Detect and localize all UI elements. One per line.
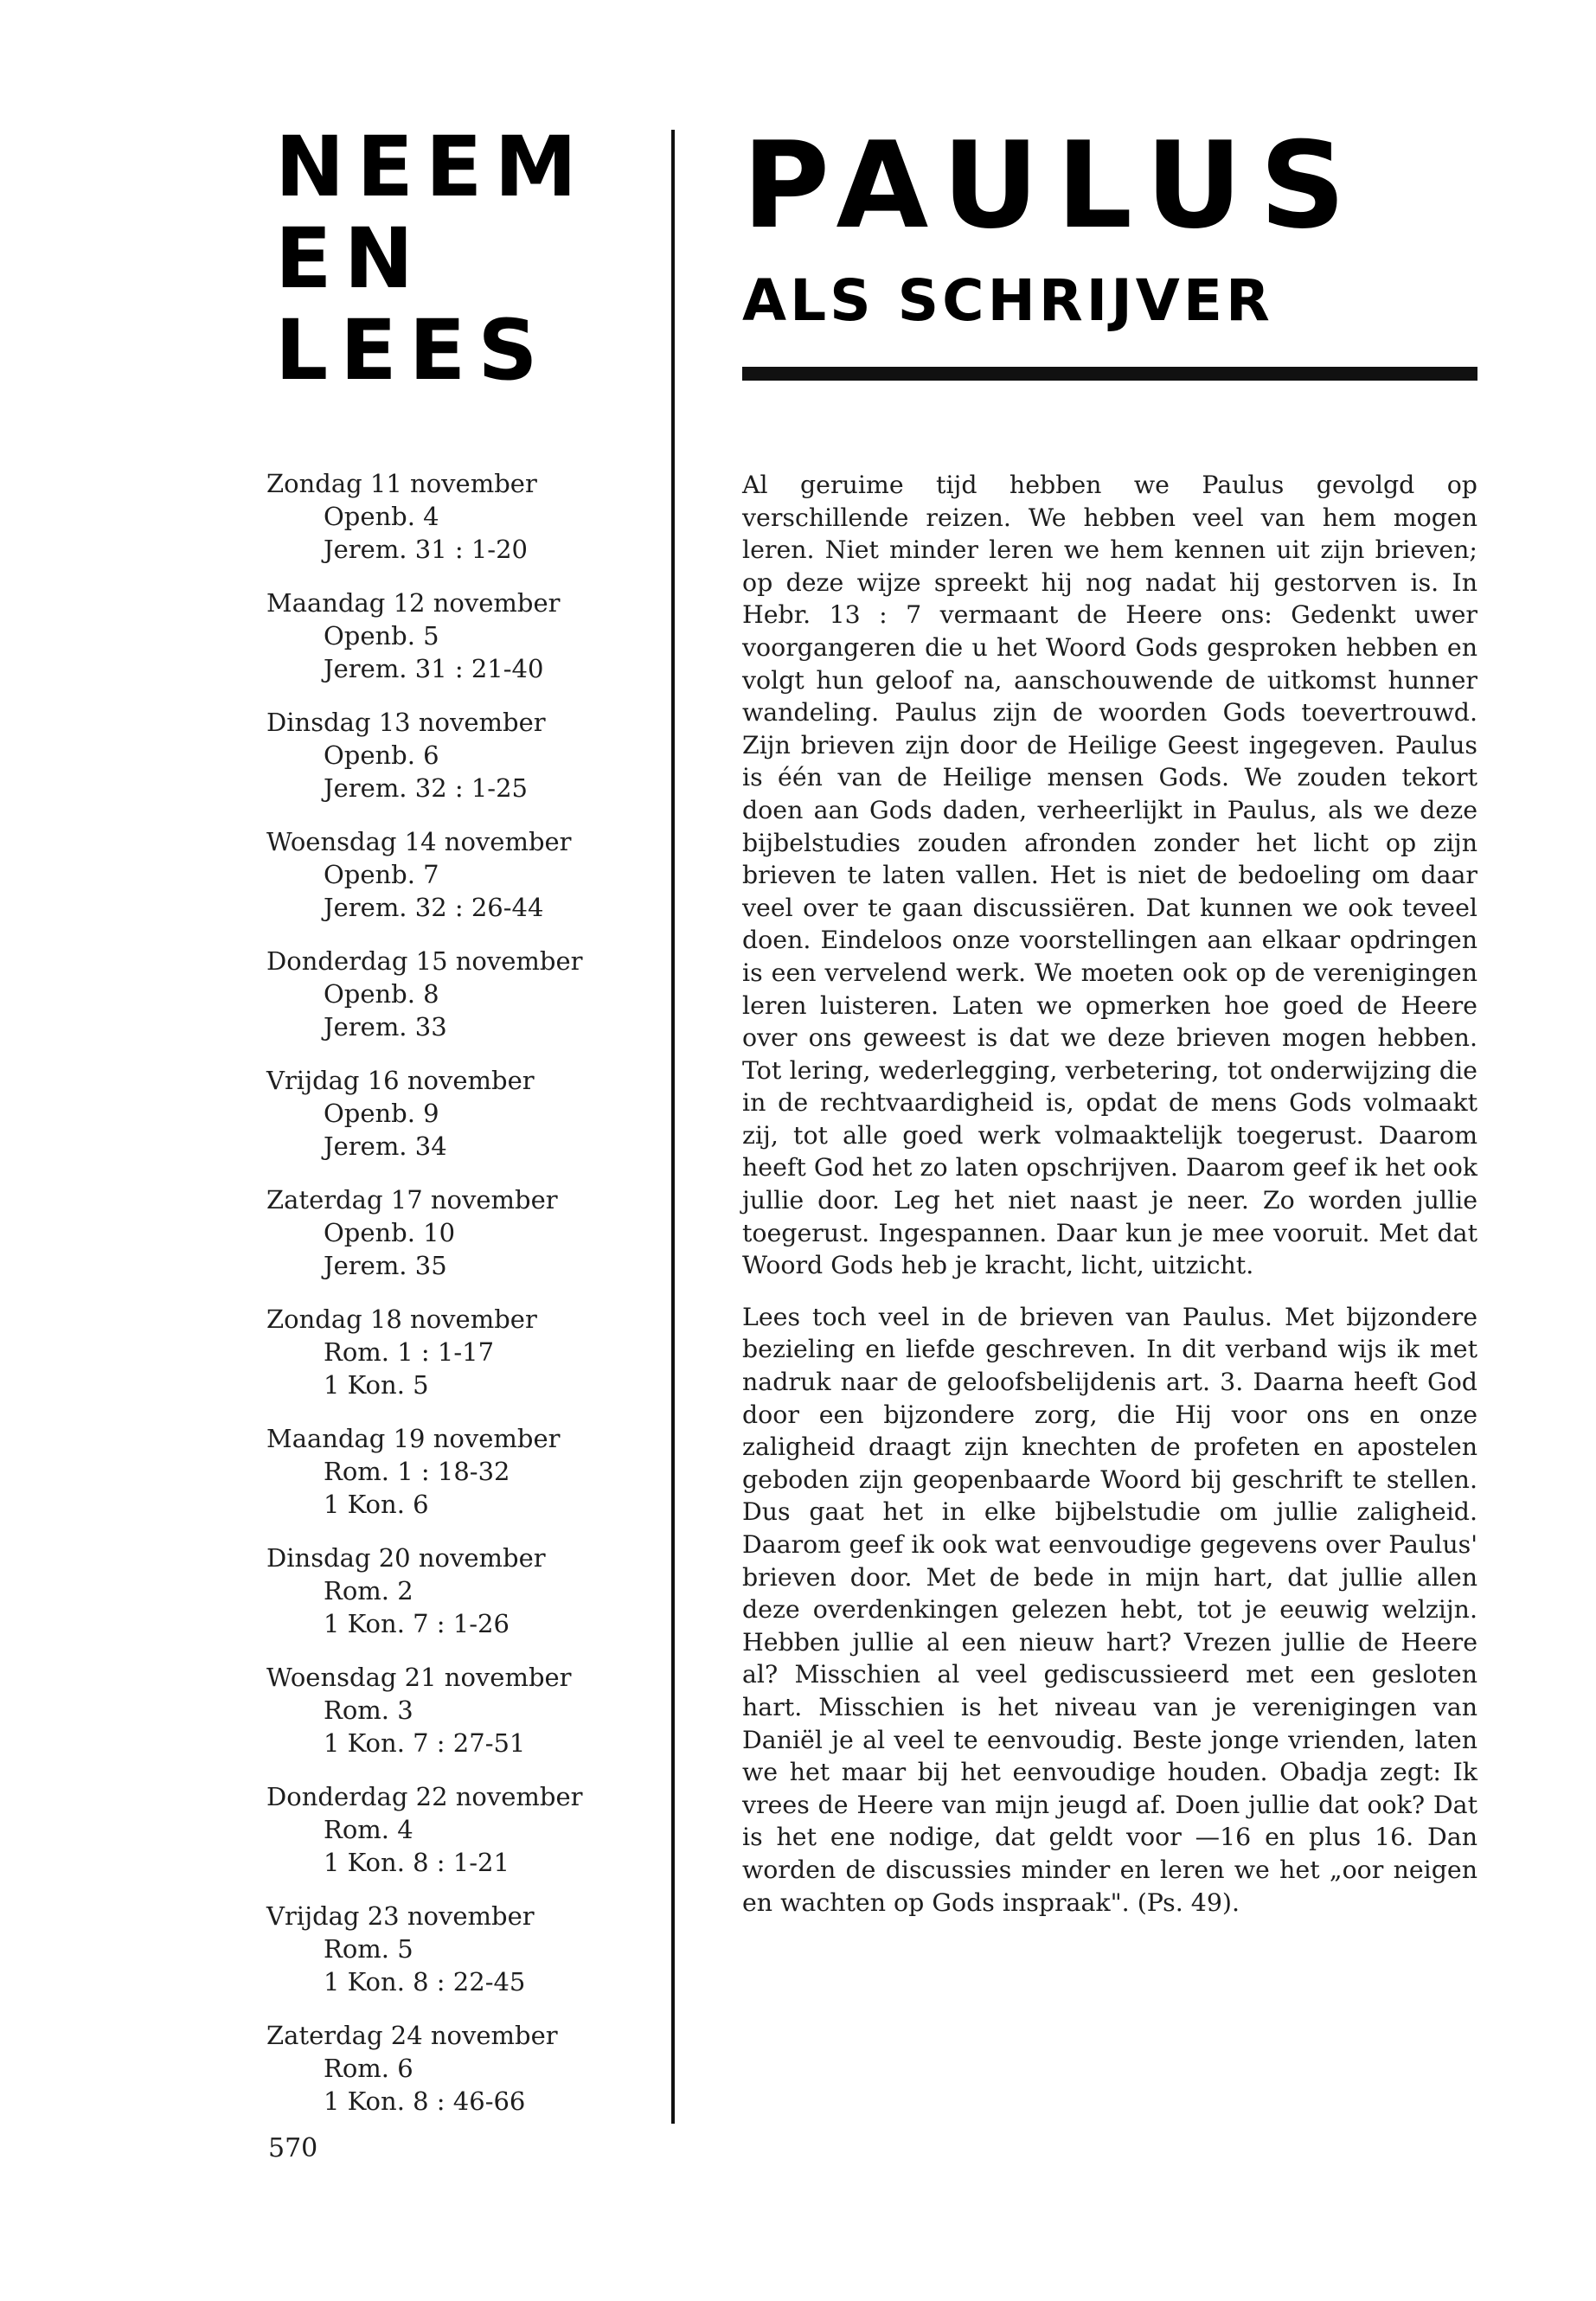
schedule-reading: 1 Kon. 8 : 1-21 — [324, 1848, 510, 1877]
schedule-date: Zaterdag 17 november — [266, 1185, 558, 1215]
heading-word-neem: NEEM — [275, 119, 590, 215]
schedule-reading: Openb. 7 — [324, 860, 439, 889]
schedule-date: Woensdag 14 november — [266, 827, 572, 856]
schedule-reading: Openb. 8 — [324, 979, 439, 1009]
schedule-reading: Rom. 3 — [324, 1695, 413, 1725]
schedule-date: Donderdag 15 november — [266, 946, 583, 976]
schedule-reading: Rom. 2 — [324, 1576, 413, 1606]
schedule-reading: 1 Kon. 7 : 27-51 — [324, 1728, 526, 1758]
schedule-day — [266, 706, 647, 804]
schedule-day — [266, 1661, 647, 1759]
schedule-day — [266, 1900, 647, 1998]
article-body — [742, 469, 1477, 1938]
schedule-reading: Openb. 5 — [324, 621, 439, 651]
reading-schedule — [266, 467, 647, 2138]
schedule-day — [266, 1303, 647, 1401]
schedule-date: Vrijdag 16 november — [266, 1066, 535, 1095]
schedule-day — [266, 1064, 647, 1163]
schedule-reading: Openb. 9 — [324, 1099, 439, 1128]
article-paragraph: Al geruime tijd hebben we Paulus gevolgd op verschillende reizen. We hebben veel van hem mogen leren. Niet minder leren we hem kennen uit zijn brieven; op deze wijze spreekt hij nog nadat hij gestorven is. In Hebr. 13 : 7 vermaant de Heere ons: Gedenkt uwer voorgangeren die u het Woord Gods gesproken hebben en volgt hun geloof na, aanschouwende de uitkomst hunner wandeling. Paulus zijn de woorden Gods toevertrouwd. Zijn brieven zijn door de Heilige Geest ingegeven. Paulus is één van de Heilige mensen Gods. We zouden tekort doen aan Gods daden, verheerlijkt in Paulus, als we deze bijbelstudies zouden afronden zonder het licht op zijn brieven te laten vallen. Het is niet de bedoeling om daar veel over te gaan discussiëren. Dat kunnen we ook teveel doen. Eindeloos onze voorstellingen aan elkaar opdringen is een vervelend werk. We moeten ook op de verenigingen leren luisteren. Laten we opmerken hoe goed de Heere over ons geweest is dat we deze brieven mogen hebben. Tot lering, wederlegging, verbetering, tot onderwijzing die in de rechtvaardigheid is, opdat de mens Gods volmaakt zij, tot alle goed werk volmaaktelijk toegerust. Daarom heeft God het zo laten opschrijven. Daarom geef ik het ook jullie door. Leg het niet naast je neer. Zo worden jullie toegerust. Ingespannen. Daar kun je mee vooruit. Met dat Woord Gods heb je kracht, licht, uitzicht. — [742, 471, 1477, 1280]
schedule-reading: Jerem. 33 — [324, 1012, 447, 1042]
neem-en-lees-heading — [275, 119, 638, 399]
schedule-date: Dinsdag 20 november — [266, 1543, 546, 1573]
schedule-reading: Openb. 10 — [324, 1218, 456, 1247]
heading-word-en: EN — [275, 210, 426, 307]
schedule-date: Maandag 12 november — [266, 588, 561, 618]
schedule-reading: 1 Kon. 8 : 46-66 — [324, 2086, 526, 2116]
schedule-reading: Jerem. 32 : 1-25 — [324, 773, 529, 803]
schedule-day — [266, 945, 647, 1043]
column-divider — [671, 130, 675, 2124]
title-rule — [742, 367, 1477, 381]
schedule-reading: Rom. 5 — [324, 1934, 413, 1964]
article-heading — [742, 116, 1477, 381]
schedule-reading: Jerem. 32 : 26-44 — [324, 893, 544, 922]
schedule-reading: 1 Kon. 7 : 1-26 — [324, 1609, 510, 1638]
schedule-reading: Jerem. 31 : 1-20 — [324, 535, 529, 564]
schedule-date: Zondag 11 november — [266, 469, 537, 498]
schedule-day — [266, 467, 647, 566]
schedule-day — [266, 586, 647, 685]
schedule-day — [266, 1780, 647, 1879]
schedule-reading: Rom. 4 — [324, 1815, 413, 1844]
schedule-reading: Rom. 1 : 18-32 — [324, 1457, 510, 1486]
schedule-reading: Jerem. 35 — [324, 1251, 447, 1280]
schedule-reading: Rom. 6 — [324, 2054, 413, 2083]
schedule-date: Woensdag 21 november — [266, 1663, 572, 1692]
schedule-reading: Jerem. 34 — [324, 1131, 447, 1161]
schedule-day — [266, 1422, 647, 1521]
schedule-day — [266, 1183, 647, 1282]
article-subtitle: ALS SCHRIJVER — [742, 267, 1273, 334]
schedule-date: Zondag 18 november — [266, 1304, 537, 1334]
schedule-reading: Jerem. 31 : 21-40 — [324, 654, 544, 683]
schedule-date: Donderdag 22 november — [266, 1782, 583, 1811]
article-paragraph: Lees toch veel in de brieven van Paulus. Met bijzondere bezieling en liefde geschreven. In dit verband wijs ik met nadruk naar de geloofsbelijdenis art. 3. Daarna heeft God door een bijzondere zorg, die Hij voor ons en onze zaligheid draagt zijn knechten de profeten en apostelen geboden zijn geopenbaarde Woord bij geschrift te stellen. Dus gaat het in elke bijbelstudie om jullie zaligheid. Daarom geef ik ook wat eenvoudige gegevens over Paulus' brieven door. Met de bede in mijn hart, dat jullie allen deze overdenkingen gelezen hebt, tot je eeuwig welzijn. Hebben jullie al een nieuw hart? Vrezen jullie de Heere al? Misschien al veel gediscussieerd met een gesloten hart. Misschien is het niveau van je verenigingen van Daniël je al veel te eenvoudig. Beste jonge vrienden, laten we het maar bij het eenvoudige houden. Obadja zegt: Ik vrees de Heere van mijn jeugd af. Doen jullie dat ook? Dat is het ene nodige, dat geldt voor —16 en plus 16. Dan worden de discussies minder en leren we het „oor neigen en wachten op Gods inspraak". (Ps. 49). — [742, 1302, 1477, 1917]
schedule-date: Vrijdag 23 november — [266, 1901, 535, 1931]
schedule-date: Maandag 19 november — [266, 1424, 561, 1453]
schedule-date: Dinsdag 13 november — [266, 708, 546, 737]
schedule-day — [266, 825, 647, 924]
schedule-reading: 1 Kon. 6 — [324, 1490, 429, 1519]
schedule-reading: Openb. 4 — [324, 502, 439, 531]
schedule-day — [266, 2019, 647, 2118]
schedule-reading: Rom. 1 : 1-17 — [324, 1337, 495, 1367]
page-number: 570 — [268, 2133, 318, 2163]
schedule-date: Zaterdag 24 november — [266, 2021, 558, 2050]
heading-word-lees: LEES — [275, 302, 550, 399]
article-title: PAULUS — [742, 116, 1363, 255]
schedule-reading: 1 Kon. 8 : 22-45 — [324, 1967, 526, 1997]
schedule-reading: Openb. 6 — [324, 740, 439, 770]
schedule-reading: 1 Kon. 5 — [324, 1370, 429, 1400]
schedule-day — [266, 1541, 647, 1640]
